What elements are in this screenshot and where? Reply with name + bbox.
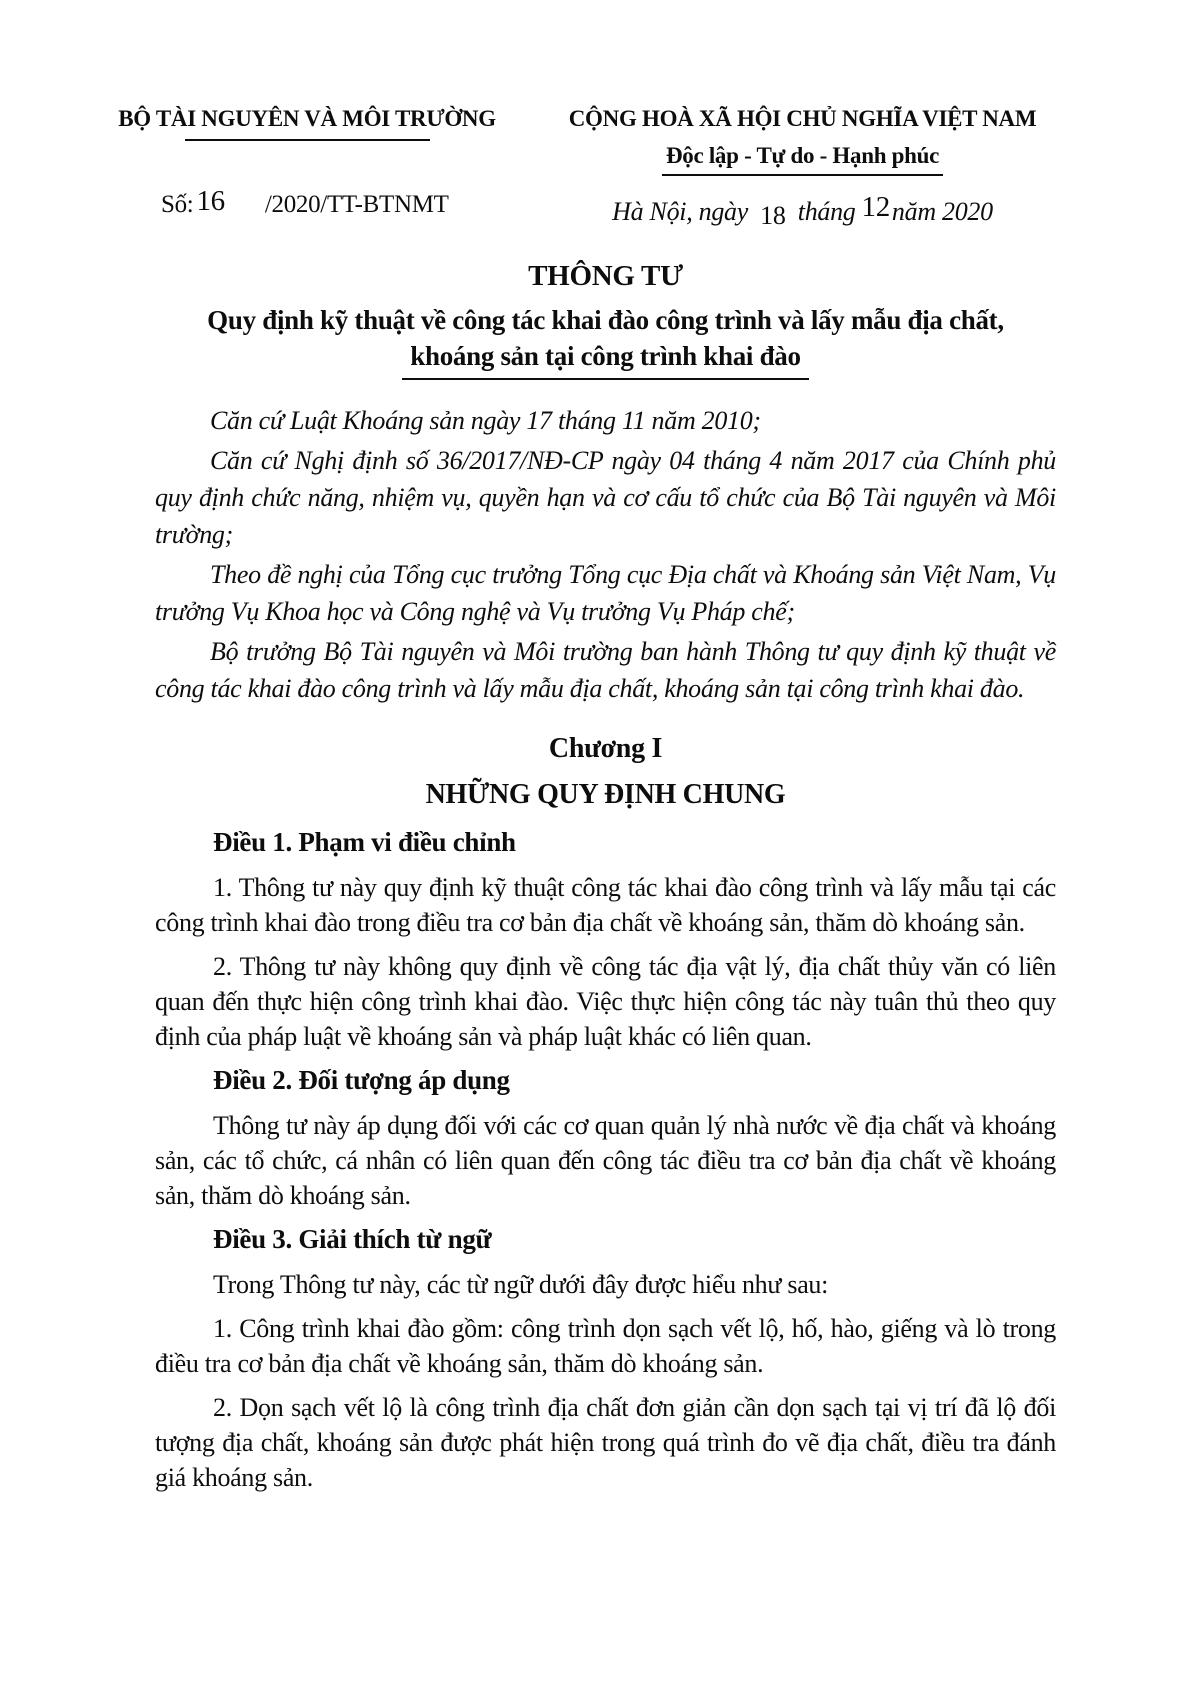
issue-date-line xyxy=(537,191,1068,230)
chapter-block xyxy=(155,731,1056,812)
national-motto-wrap xyxy=(537,141,1068,176)
article-1 xyxy=(155,825,1056,1054)
header-right-column xyxy=(537,104,1068,228)
article-3-heading: Điều 3. Giải thích từ ngữ xyxy=(213,1224,492,1254)
doc-number-suffix: /2020/TT-BTNMT xyxy=(264,191,449,218)
article-2-heading: Điều 2. Đối tượng áp dụng xyxy=(213,1065,510,1095)
doc-number-value: 16 xyxy=(196,185,225,217)
article-1-paragraph: 2. Thông tư này không quy định về công tác địa vật lý, địa chất thủy văn có liên quan đến thực hiện công trình khai đào. Việc thực hiện công tác này tuân thủ theo quy định của pháp luật về khoáng sản và pháp luật khác có liên quan. xyxy=(155,952,1056,1051)
article-1-paragraph: 1. Thông tư này quy định kỹ thuật công tác khai đào công trình và lấy mẫu tại các công trình khai đào trong điều tra cơ bản địa chất về khoáng sản, thăm dò khoáng sản. xyxy=(155,873,1056,937)
preamble-paragraph: Căn cứ Luật Khoáng sản ngày 17 tháng 11 năm 2010; xyxy=(210,406,761,435)
date-day: 18 xyxy=(760,201,786,230)
article-3-paragraph: Trong Thông tư này, các từ ngữ dưới đây được hiểu như sau: xyxy=(213,1270,829,1299)
date-suffix: năm 2020 xyxy=(891,197,993,226)
article-3 xyxy=(155,1222,1056,1495)
preamble-paragraph: Bộ trưởng Bộ Tài nguyên và Môi trường ban hành Thông tư quy định kỹ thuật về công tác khai đào công trình và lấy mẫu địa chất, khoáng sản tại công trình khai đào. xyxy=(155,637,1056,703)
header-left-column xyxy=(103,104,511,228)
national-title: CỘNG HOÀ XÃ HỘI CHỦ NGHĨA VIỆT NAM xyxy=(568,106,1037,131)
article-3-paragraph: 2. Dọn sạch vết lộ là công trình địa chất đơn giản cần dọn sạch tại vị trí đã lộ đối tượng địa chất, khoáng sản được phát hiện trong quá trình đo vẽ địa chất, điều tra đánh giá khoáng sản. xyxy=(155,1393,1056,1492)
doc-title-line1: Quy định kỹ thuật về công tác khai đào công trình và lấy mẫu địa chất, xyxy=(207,305,1004,335)
article-2-paragraph: Thông tư này áp dụng đối với các cơ quan quản lý nhà nước về địa chất và khoáng sản, các tổ chức, cá nhân có liên quan đến công tác điều tra cơ bản địa chất về khoáng sản, thăm dò khoáng sản. xyxy=(155,1111,1056,1210)
doc-number-label: Số: xyxy=(161,191,194,218)
document-header xyxy=(103,104,1068,228)
org-name-underline xyxy=(185,139,430,141)
date-prefix: Hà Nội, ngày xyxy=(612,197,748,226)
article-1-heading: Điều 1. Phạm vi điều chỉnh xyxy=(213,827,516,857)
chapter-number: Chương I xyxy=(548,733,663,764)
national-motto: Độc lập - Tự do - Hạnh phúc xyxy=(662,141,943,176)
preamble-paragraph: Theo đề nghị của Tổng cục trưởng Tổng cục Địa chất và Khoáng sản Việt Nam, Vụ trưởng Vụ Khoa học và Công nghệ và Vụ trưởng Vụ Pháp chế; xyxy=(155,560,1056,626)
doc-title-line2: khoáng sản tại công trình khai đào xyxy=(402,338,808,380)
article-3-paragraph: 1. Công trình khai đào gồm: công trình dọn sạch vết lộ, hố, hào, giếng và lò trong điều tra cơ bản địa chất về khoáng sản, thăm dò khoáng sản. xyxy=(155,1314,1056,1378)
doc-number-line xyxy=(103,187,511,221)
issuing-org-name: BỘ TÀI NGUYÊN VÀ MÔI TRƯỜNG xyxy=(118,106,496,131)
chapter-title: NHỮNG QUY ĐỊNH CHUNG xyxy=(425,779,786,810)
doc-title xyxy=(155,302,1056,380)
article-2 xyxy=(155,1063,1056,1213)
doc-type-heading: THÔNG TƯ xyxy=(528,260,683,292)
date-middle: tháng xyxy=(797,197,856,226)
preamble-paragraph: Căn cứ Nghị định số 36/2017/NĐ-CP ngày 04 tháng 4 năm 2017 của Chính phủ quy định chức năng, nhiệm vụ, quyền hạn và cơ cấu tổ chức của Bộ Tài nguyên và Môi trường; xyxy=(155,446,1056,549)
preamble-section xyxy=(155,402,1056,707)
date-month: 12 xyxy=(861,191,890,223)
